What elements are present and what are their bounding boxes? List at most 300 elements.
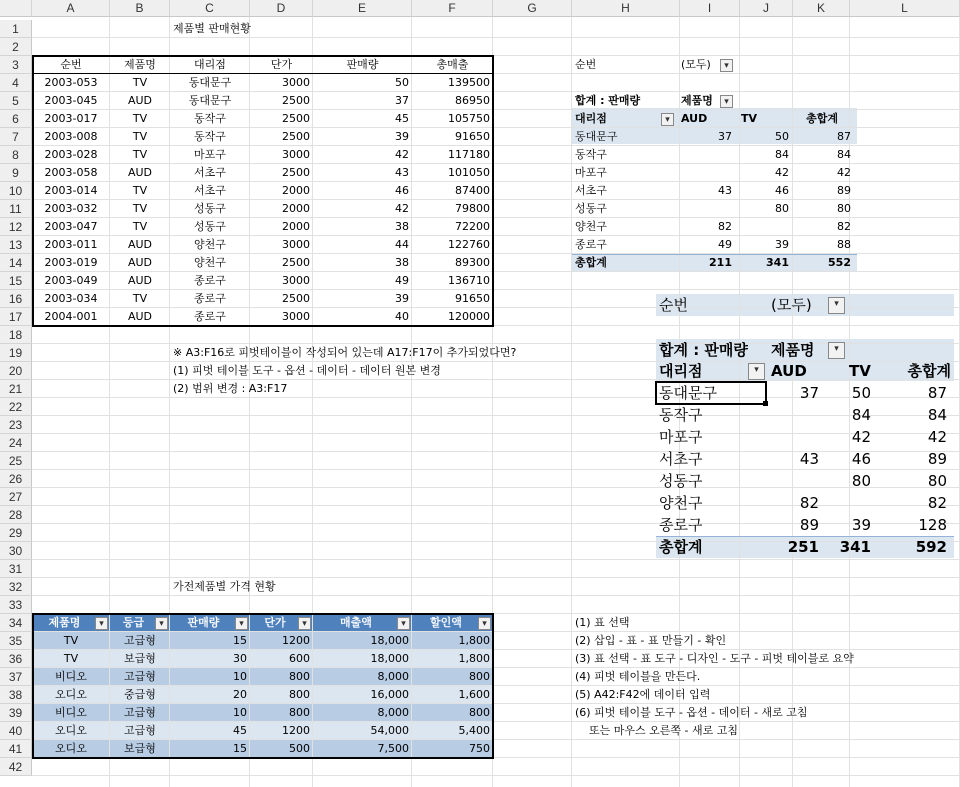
pivot2-filter-label: 순번 (659, 296, 688, 314)
pivot2-value: 82 (799, 494, 819, 512)
pivot1-value: 46 (775, 184, 789, 197)
table2-cell: 오디오 (55, 742, 87, 755)
pivot1-col-header: TV (741, 112, 758, 125)
table1-cell: 마포구 (194, 148, 226, 161)
row-header[interactable]: 7 (0, 128, 32, 146)
table2-header-cell: 등급 (122, 616, 145, 629)
pivot1-value: 89 (837, 184, 851, 197)
row-header[interactable]: 38 (0, 686, 32, 704)
table2-cell: 750 (469, 742, 490, 755)
pivot1-value: 84 (775, 148, 789, 161)
pivot2-value: 80 (851, 472, 871, 490)
pivot1-total-label: 총합계 (575, 256, 607, 269)
pivot1-row-label: 양천구 (575, 220, 607, 233)
pivot1-filter-value: (모두) (681, 58, 711, 71)
pivot2-filter-value: (모두) (771, 296, 812, 314)
pivot2-value (768, 404, 822, 426)
table1-cell: AUD (127, 274, 153, 287)
table1-cell: 120000 (448, 310, 490, 323)
row-header[interactable]: 3 (0, 56, 32, 74)
table1-cell: 39 (395, 292, 409, 305)
table2-cell: 1,600 (458, 688, 490, 701)
table1-cell: 45 (395, 112, 409, 125)
pivot2-col-header: AUD (771, 362, 807, 380)
pivot2-value (768, 470, 822, 492)
table2-filter-dropdown[interactable]: ▾ (95, 617, 108, 630)
pivot2-value: 42 (851, 428, 871, 446)
row-header[interactable]: 39 (0, 704, 32, 722)
row-header[interactable]: 40 (0, 722, 32, 740)
table1-cell: 37 (395, 94, 409, 107)
pivot2-col-header: 총합계 (907, 362, 951, 380)
row-header[interactable]: 10 (0, 182, 32, 200)
table2-cell: 비디오 (55, 670, 87, 683)
table2-cell: 30 (233, 652, 247, 665)
row-header[interactable]: 42 (0, 758, 32, 776)
row-header[interactable]: 21 (0, 380, 32, 398)
table1-cell: TV (132, 112, 148, 125)
pivot1-value: 82 (837, 220, 851, 233)
table2-filter-dropdown[interactable]: ▾ (235, 617, 248, 630)
table1-cell: 종로구 (194, 274, 226, 287)
table2-cell: 15 (233, 634, 247, 647)
pivot1-value: 87 (837, 130, 851, 143)
row-header[interactable]: 9 (0, 164, 32, 182)
table1-cell: 3000 (282, 310, 310, 323)
row-header[interactable]: 1 (0, 20, 32, 38)
row-header[interactable]: 31 (0, 560, 32, 578)
pivot2-value: 89 (927, 450, 947, 468)
note-text: ※ A3:F16로 피벗테이블이 작성되어 있는데 A17:F17이 추가되었다면? (173, 346, 517, 359)
table2-cell: 고급형 (124, 670, 156, 683)
pivot1-col-field: 제품명 (681, 94, 713, 107)
pivot2-row-label: 동작구 (659, 406, 703, 424)
pivot2-colfield-dropdown[interactable]: ▾ (828, 342, 845, 359)
pivot2-col-field: 제품명 (771, 341, 815, 359)
column-header[interactable]: E (313, 0, 412, 17)
table2-cell: 오디오 (55, 724, 87, 737)
pivot2-value: 43 (799, 450, 819, 468)
pivot2-row-label: 서초구 (659, 450, 703, 468)
table1-cell: AUD (127, 94, 153, 107)
pivot1-value: 49 (718, 238, 732, 251)
table2-cell: 오디오 (55, 688, 87, 701)
row-header[interactable]: 25 (0, 452, 32, 470)
table2-cell: 800 (289, 706, 310, 719)
table1-cell: 50 (395, 76, 409, 89)
table1-header-cell: 제품명 (124, 58, 156, 71)
table1-cell: 44 (395, 238, 409, 251)
pivot2-total-value: 341 (839, 538, 871, 556)
row-header[interactable]: 32 (0, 578, 32, 596)
column-header[interactable]: K (793, 0, 850, 17)
pivot2-value: 82 (927, 494, 947, 512)
column-header[interactable]: F (412, 0, 493, 17)
pivot1-value: 84 (837, 148, 851, 161)
table2-header-cell: 판매량 (187, 616, 220, 629)
pivot1-value: 82 (718, 220, 732, 233)
table2-cell: 1,800 (458, 652, 490, 665)
pivot1-sum-label: 합계 : 판매량 (575, 94, 641, 107)
row-header[interactable]: 15 (0, 272, 32, 290)
pivot1-value: 80 (837, 202, 851, 215)
table1-cell: 동대문구 (188, 76, 232, 89)
pivot2-value: 84 (851, 406, 871, 424)
pivot1-value: 39 (775, 238, 789, 251)
pivot2-value: 50 (851, 384, 871, 402)
table1-cell: 2003-011 (44, 238, 98, 251)
table1-cell: 117180 (448, 148, 490, 161)
pivot2-value: 128 (918, 516, 947, 534)
pivot2-total-value: 592 (915, 538, 947, 556)
pivot2-rowfield-dropdown[interactable]: ▾ (748, 363, 765, 380)
row-header[interactable]: 36 (0, 650, 32, 668)
table1-cell: 105750 (448, 112, 490, 125)
pivot1-value: 88 (837, 238, 851, 251)
row-header[interactable]: 4 (0, 74, 32, 92)
table1-cell: 2003-045 (44, 94, 98, 107)
pivot1-row-label: 동대문구 (575, 130, 618, 143)
table1-cell: 종로구 (194, 310, 226, 323)
table1-cell: AUD (127, 310, 153, 323)
pivot1-filter-label: 순번 (575, 58, 597, 71)
step-note: (4) 피벗 테이블을 만든다. (575, 670, 701, 683)
table1-cell: 46 (395, 184, 409, 197)
column-header[interactable]: D (250, 0, 313, 17)
table1-cell: TV (132, 148, 148, 161)
table1-cell: 서초구 (194, 184, 226, 197)
gridline-h (32, 775, 960, 776)
table1-cell: 2003-034 (44, 292, 98, 305)
row-header[interactable]: 29 (0, 524, 32, 542)
table1-cell: TV (132, 220, 148, 233)
table2-header-cell: 매출액 (340, 616, 372, 629)
table2-cell: 5,400 (458, 724, 490, 737)
row-header[interactable]: 16 (0, 290, 32, 308)
row-header[interactable]: 19 (0, 344, 32, 362)
table1-cell: 38 (395, 256, 409, 269)
pivot1-total-rule (572, 254, 857, 255)
row-header[interactable]: 28 (0, 506, 32, 524)
table1-cell: 2500 (282, 292, 310, 305)
pivot1-row-label: 종로구 (575, 238, 607, 251)
table1-cell: 87400 (455, 184, 490, 197)
table2-cell: 1200 (282, 724, 310, 737)
table2-filter-dropdown[interactable]: ▾ (155, 617, 168, 630)
table1-cell: 101050 (448, 166, 490, 179)
table1-cell: 성동구 (194, 202, 226, 215)
fill-handle[interactable] (763, 401, 768, 406)
table1-cell: 2500 (282, 256, 310, 269)
table1-cell: 2003-014 (44, 184, 98, 197)
table1-cell: 양천구 (194, 256, 226, 269)
table1-cell: 39 (395, 130, 409, 143)
table2-cell: 비디오 (55, 706, 87, 719)
table1-cell: 49 (395, 274, 409, 287)
table2-filter-dropdown[interactable]: ▾ (298, 617, 311, 630)
table2-cell: 18,000 (370, 634, 409, 647)
table1-cell: 91650 (455, 292, 490, 305)
table2-cell: 10 (233, 670, 247, 683)
table2-cell: TV (63, 634, 79, 647)
table1-cell: 72200 (455, 220, 490, 233)
table1-cell: 2004-001 (44, 310, 98, 323)
step-note: (1) 표 선택 (575, 616, 630, 629)
pivot2-row-label: 양천구 (659, 494, 703, 512)
table2-cell: 중급형 (124, 688, 156, 701)
pivot2-value: 37 (799, 384, 819, 402)
table2-cell: 20 (233, 688, 247, 701)
table2-border (32, 613, 494, 759)
table1-cell: 2000 (282, 220, 310, 233)
table2-header-cell: 할인액 (430, 616, 462, 629)
table1-cell: 3000 (282, 148, 310, 161)
pivot2-value: 42 (927, 428, 947, 446)
pivot2-total-rule (656, 536, 954, 537)
table1-header-rule (32, 73, 493, 74)
row-header[interactable]: 24 (0, 434, 32, 452)
pivot1-col-header: AUD (681, 112, 708, 125)
pivot2-value (768, 426, 822, 448)
table2-cell: 1200 (282, 634, 310, 647)
table2-cell: 800 (289, 670, 310, 683)
table1-cell: 2500 (282, 112, 310, 125)
pivot1-rowfield-dropdown[interactable]: ▾ (661, 113, 674, 126)
pivot1-total-value: 552 (828, 256, 851, 269)
table1-cell: 종로구 (194, 292, 226, 305)
table2-cell: 15 (233, 742, 247, 755)
table1-cell: 136710 (448, 274, 490, 287)
step-note: 또는 마우스 오른쪽 - 새로 고침 (575, 724, 738, 737)
step-note: (5) A42:F42에 데이터 입력 (575, 688, 711, 701)
pivot1-value: 43 (718, 184, 732, 197)
table1-cell: AUD (127, 256, 153, 269)
table1-cell: 42 (395, 148, 409, 161)
pivot2-value (826, 492, 874, 514)
pivot1-value: 37 (718, 130, 732, 143)
pivot1-value: 50 (775, 130, 789, 143)
step-note: (6) 피벗 테이블 도구 - 옵션 - 데이터 - 새로 고침 (575, 706, 808, 719)
table1-cell: 동작구 (194, 112, 226, 125)
table2-cell: 54,000 (370, 724, 409, 737)
table2-cell: 500 (289, 742, 310, 755)
column-header[interactable]: B (110, 0, 170, 17)
column-header[interactable]: G (493, 0, 572, 17)
table1-cell: 91650 (455, 130, 490, 143)
table1-cell: 122760 (448, 238, 490, 251)
table2-cell: 보급형 (124, 742, 156, 755)
row-header[interactable]: 22 (0, 398, 32, 416)
row-header[interactable]: 33 (0, 596, 32, 614)
pivot1-row-label: 서초구 (575, 184, 607, 197)
step-note: (3) 표 선택 - 표 도구 - 디자인 - 도구 - 피벗 테이블로 요약 (575, 652, 854, 665)
table1-header-cell: 판매량 (346, 58, 379, 71)
table1-cell: 2003-028 (44, 148, 98, 161)
table1-cell: 2003-049 (44, 274, 98, 287)
table1-cell: 서초구 (194, 166, 226, 179)
table2-header-cell: 단가 (264, 616, 286, 629)
pivot2-value: 39 (851, 516, 871, 534)
table1-header-cell: 총매출 (436, 58, 469, 71)
table1-cell: 2003-047 (44, 220, 98, 233)
row-header[interactable]: 17 (0, 308, 32, 326)
column-header[interactable]: J (740, 0, 793, 17)
pivot1-row-label: 동작구 (575, 148, 607, 161)
step-note: (2) 삽입 - 표 - 표 만들기 - 확인 (575, 634, 727, 647)
pivot2-value: 46 (851, 450, 871, 468)
note-text: (2) 범위 변경 : A3:F17 (173, 382, 288, 395)
pivot1-row-field: 대리점 (575, 112, 607, 125)
pivot2-value: 89 (799, 516, 819, 534)
table1-cell: TV (132, 292, 148, 305)
table2-cell: 8,000 (377, 706, 409, 719)
table1-cell: 성동구 (194, 220, 226, 233)
row-header[interactable]: 18 (0, 326, 32, 344)
pivot1-col-header: 총합계 (806, 112, 838, 125)
table1-cell: AUD (127, 238, 153, 251)
table1-cell: 2500 (282, 130, 310, 143)
table1-border (32, 55, 494, 327)
table2-cell: 보급형 (124, 652, 156, 665)
table1-cell: TV (132, 130, 148, 143)
table1-cell: 양천구 (194, 238, 226, 251)
pivot2-value: 80 (927, 472, 947, 490)
table2-cell: 16,000 (370, 688, 409, 701)
table2-filter-dropdown[interactable]: ▾ (478, 617, 491, 630)
table2-filter-dropdown[interactable]: ▾ (397, 617, 410, 630)
pivot1-total-value: 211 (709, 256, 732, 269)
table2-cell: 45 (233, 724, 247, 737)
table1-cell: TV (132, 202, 148, 215)
table2-cell: 8,000 (377, 670, 409, 683)
table1-cell: 동대문구 (188, 94, 232, 107)
pivot2-value: 87 (927, 384, 947, 402)
table2-cell: 7,500 (377, 742, 409, 755)
pivot2-row-label: 마포구 (659, 428, 703, 446)
table2-cell: 800 (469, 670, 490, 683)
table2-cell: 10 (233, 706, 247, 719)
table1-cell: 2003-019 (44, 256, 98, 269)
table2-cell: 600 (289, 652, 310, 665)
table1-cell: 89300 (455, 256, 490, 269)
row-header[interactable]: 5 (0, 92, 32, 110)
row-header[interactable]: 37 (0, 668, 32, 686)
row-header[interactable]: 6 (0, 110, 32, 128)
table1-cell: 40 (395, 310, 409, 323)
pivot2-row-label: 종로구 (659, 516, 703, 534)
row-header[interactable]: 35 (0, 632, 32, 650)
pivot1-row-label: 마포구 (575, 166, 607, 179)
row-header[interactable]: 34 (0, 614, 32, 632)
pivot1-value: 42 (837, 166, 851, 179)
sheet-title: 제품별 판매현황 (173, 22, 251, 35)
table1-cell: 2500 (282, 94, 310, 107)
pivot2-total-value: 251 (787, 538, 819, 556)
pivot1-value (678, 164, 735, 182)
pivot2-sum-label: 합계 : 판매량 (659, 341, 748, 359)
table1-cell: AUD (127, 166, 153, 179)
table1-cell: 3000 (282, 238, 310, 251)
table1-cell: 86950 (455, 94, 490, 107)
pivot2-total-label: 총합계 (659, 538, 703, 556)
pivot2-filter-dropdown[interactable]: ▾ (828, 297, 845, 314)
row-header[interactable]: 41 (0, 740, 32, 758)
pivot2-row-label: 동대문구 (659, 384, 717, 402)
pivot1-value: 80 (775, 202, 789, 215)
table2-cell: 고급형 (124, 706, 156, 719)
pivot1-value: 42 (775, 166, 789, 179)
table2-cell: 800 (289, 688, 310, 701)
column-header[interactable]: A (32, 0, 110, 17)
table1-cell: 139500 (448, 76, 490, 89)
table2-cell: 18,000 (370, 652, 409, 665)
pivot1-row-label: 성동구 (575, 202, 607, 215)
row-header[interactable]: 26 (0, 470, 32, 488)
table1-cell: 38 (395, 220, 409, 233)
row-header[interactable]: 13 (0, 236, 32, 254)
table1-cell: 2500 (282, 166, 310, 179)
table2-cell: TV (63, 652, 79, 665)
pivot1-filter-dropdown[interactable]: ▾ (720, 59, 733, 72)
row-header[interactable]: 2 (0, 38, 32, 56)
column-header[interactable]: C (170, 0, 250, 17)
note-text: (1) 피벗 테이블 도구 - 옵션 - 데이터 - 데이터 원본 변경 (173, 364, 441, 377)
pivot1-value (738, 218, 792, 236)
select-all-corner[interactable] (0, 0, 32, 17)
row-header[interactable]: 11 (0, 200, 32, 218)
table1-cell: 43 (395, 166, 409, 179)
table2-cell: 고급형 (124, 634, 156, 647)
active-cell[interactable] (655, 381, 767, 405)
table2-header-cell: 제품명 (48, 616, 81, 629)
row-header[interactable]: 30 (0, 542, 32, 560)
row-header[interactable]: 14 (0, 254, 32, 272)
table1-cell: 2003-008 (44, 130, 98, 143)
column-header[interactable]: H (572, 0, 680, 17)
row-header[interactable]: 27 (0, 488, 32, 506)
table1-cell: 2003-032 (44, 202, 98, 215)
pivot2-value: 84 (927, 406, 947, 424)
row-header[interactable]: 8 (0, 146, 32, 164)
table2-cell: 800 (469, 706, 490, 719)
table1-cell: 2000 (282, 184, 310, 197)
pivot1-colfield-dropdown[interactable]: ▾ (720, 95, 733, 108)
pivot2-row-field: 대리점 (659, 362, 703, 380)
pivot1-value (678, 146, 735, 164)
table2-title: 가전제품별 가격 현황 (173, 580, 276, 593)
table1-header-cell: 순번 (60, 58, 82, 71)
column-header[interactable]: L (850, 0, 960, 17)
row-header[interactable]: 23 (0, 416, 32, 434)
table1-cell: 2003-053 (44, 76, 98, 89)
pivot2-row-label: 성동구 (659, 472, 703, 490)
pivot2-col-header: TV (849, 362, 871, 380)
column-header[interactable]: I (680, 0, 740, 17)
table1-cell: TV (132, 184, 148, 197)
table1-cell: 2000 (282, 202, 310, 215)
row-header[interactable]: 12 (0, 218, 32, 236)
table1-cell: 동작구 (194, 130, 226, 143)
row-header[interactable]: 20 (0, 362, 32, 380)
pivot1-total-value: 341 (766, 256, 789, 269)
table1-cell: 3000 (282, 76, 310, 89)
table2-cell: 1,800 (458, 634, 490, 647)
table2-cell: 고급형 (124, 724, 156, 737)
table1-cell: 3000 (282, 274, 310, 287)
pivot1-value (678, 200, 735, 218)
table1-cell: 42 (395, 202, 409, 215)
table1-header-cell: 단가 (270, 58, 293, 71)
